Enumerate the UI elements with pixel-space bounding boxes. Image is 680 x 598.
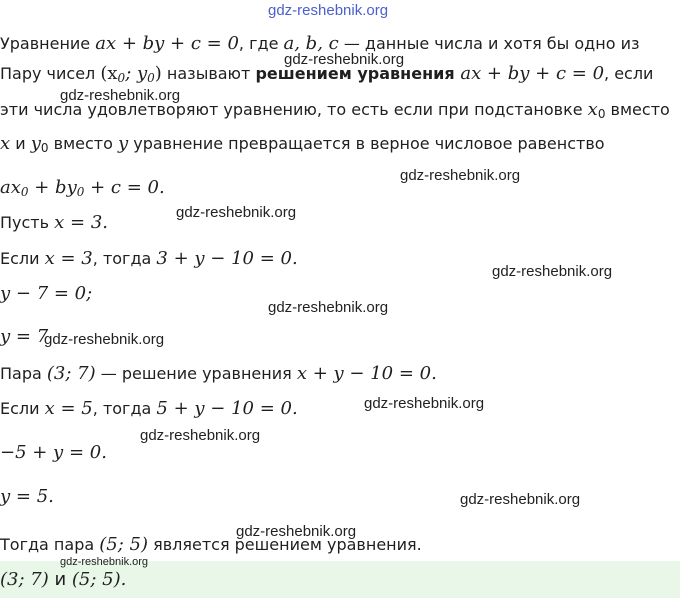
intro-line-2: Пару чисел ($x_0$; $y_0$) называют решением уравнения ax + by + c = 0, если: [0, 63, 654, 85]
answer: (3; 7) и (5; 5).: [0, 569, 127, 590]
watermark: gdz-reshebnik.org: [140, 427, 261, 444]
watermark: gdz-reshebnik.org: [44, 331, 165, 348]
intro-line-1: Уравнение ax + by + c = 0, где a, b, c — данные числа и хотя бы одно из: [0, 33, 640, 54]
watermark: gdz-reshebnik.org: [60, 556, 149, 568]
watermark: gdz-reshebnik.org: [176, 204, 297, 221]
intro-line-3: эти числа удовлетворяют уравнению, то есть если при подстановке $x_0$ вместо: [0, 99, 670, 121]
watermark: gdz-reshebnik.org: [400, 167, 521, 184]
solution-step-1: Пусть x = 3.: [0, 212, 108, 233]
solution-step-4: y = 7: [0, 326, 49, 347]
solution-step-3: y − 7 = 0;: [0, 283, 93, 304]
solution-step-7: −5 + y = 0.: [0, 442, 107, 463]
solution-step-2: Если x = 3, тогда 3 + y − 10 = 0.: [0, 248, 298, 269]
solution-step-6: Если x = 5, тогда 5 + y − 10 = 0.: [0, 398, 298, 419]
watermark: gdz-reshebnik.org: [60, 87, 181, 104]
watermark: gdz-reshebnik.org: [284, 51, 405, 68]
watermark: gdz-reshebnik.org: [460, 491, 581, 508]
watermark: gdz-reshebnik.org: [236, 523, 357, 540]
watermark: gdz-reshebnik.org: [364, 395, 485, 412]
watermark: gdz-reshebnik.org: [268, 299, 389, 316]
solution-step-5: Пара (3; 7) — решение уравнения x + y − 10 = 0.: [0, 363, 437, 384]
solution-step-9: Тогда пара (5; 5) является решением уравнения.: [0, 534, 422, 555]
watermark-top: gdz-reshebnik.org: [268, 2, 389, 19]
intro-equality: $ax_0 + by_0 + c = 0$.: [0, 177, 165, 199]
solution-step-8: y = 5.: [0, 486, 54, 507]
intro-line-4: x и $y_0$ вместо y уравнение превращается в верное числовое равенство: [0, 133, 605, 155]
watermark: gdz-reshebnik.org: [492, 263, 613, 280]
